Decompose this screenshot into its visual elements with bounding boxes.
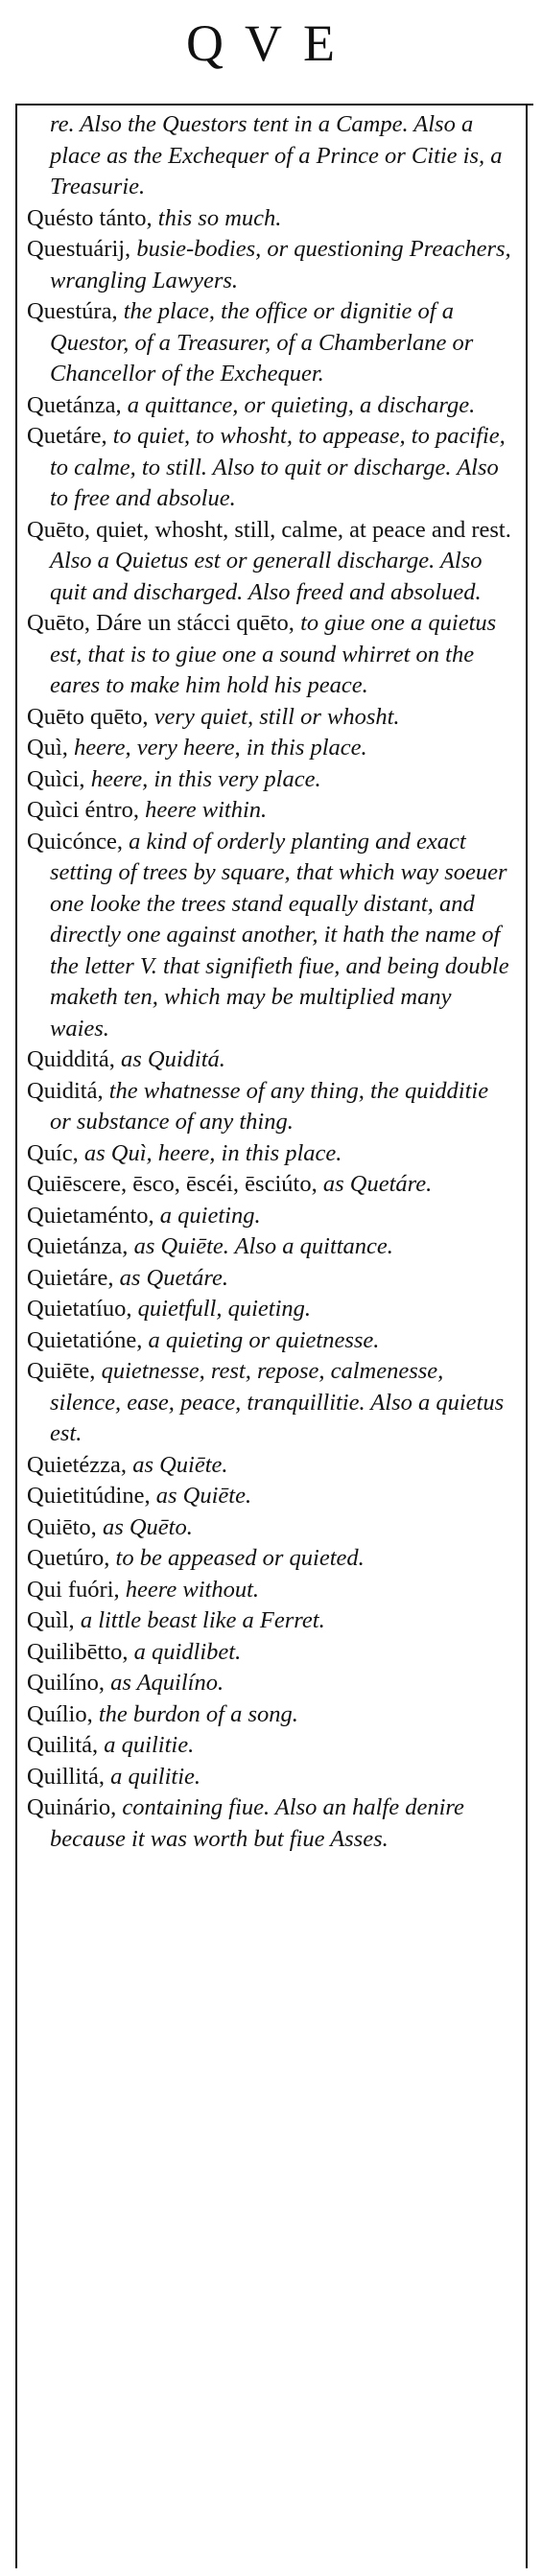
entry-definition: quietnesse, rest, repose, calmenesse, silence, ease, peace, tranquillitie. Also a quietus est.: [50, 1358, 505, 1446]
dictionary-entry: [27, 390, 514, 422]
dictionary-entry: [27, 1044, 514, 1076]
entry-headword: Quietézza,: [27, 1451, 128, 1478]
entry-definition: as Quiēte.: [150, 1483, 252, 1509]
entry-headword: Quésto tánto,: [27, 204, 153, 231]
dictionary-entry: [27, 702, 514, 734]
right-column-rule: [526, 104, 528, 2568]
dictionary-entry: [27, 1762, 514, 1793]
entry-definition: as Quiēte. Also a quittance.: [128, 1233, 393, 1259]
dictionary-entry: [27, 1575, 514, 1606]
entry-definition: the burdon of a song.: [92, 1700, 298, 1727]
dictionary-entry: [27, 1231, 514, 1263]
entry-headword: Questuárij,: [27, 236, 131, 262]
entry-headword: Quilíno,: [27, 1670, 105, 1696]
entry-definition: re. Also the Questors tent in a Campe. Also a place as the Exchequer of a Prince or Citie is, a Treasurie.: [50, 111, 503, 199]
entry-headword: Quiditá,: [27, 1077, 104, 1104]
dictionary-entry: [27, 1356, 514, 1450]
entry-definition: a quidlibet.: [128, 1638, 242, 1665]
entry-headword: Quietatióne,: [27, 1326, 143, 1353]
dictionary-entry: [27, 1730, 514, 1762]
dictionary-entry: [27, 515, 514, 609]
dictionary-entry: [27, 1668, 514, 1699]
dictionary-entry: [27, 733, 514, 764]
entry-definition: heere, in this very place.: [84, 765, 321, 792]
dictionary-entry: [27, 1543, 514, 1575]
entry-definition: this so much.: [152, 204, 282, 231]
dictionary-entry: [27, 296, 514, 390]
entry-headword: Quinário,: [27, 1794, 117, 1820]
entry-headword: Quetáre,: [27, 423, 107, 449]
entry-definition: as Quiēte.: [127, 1451, 228, 1478]
entry-definition: a quilitie.: [104, 1763, 201, 1790]
entry-headword: Qui fuóri,: [27, 1576, 120, 1603]
entry-headword: Quidditá,: [27, 1046, 115, 1072]
entry-definition: heere within.: [139, 797, 268, 823]
dictionary-entry: [27, 1450, 514, 1482]
dictionary-entry: [27, 203, 514, 235]
entry-headword: Quēto quēto,: [27, 703, 149, 730]
entry-definition: as Quì, heere, in this place.: [78, 1139, 342, 1166]
entry-definition: as Quetáre.: [317, 1171, 433, 1197]
entry-definition: Also a Quietus est or generall discharge. Also quit and discharged. Also freed and absolued.: [50, 548, 483, 605]
entry-headword: Quietaménto,: [27, 1202, 154, 1229]
dictionary-entry: [27, 1481, 514, 1512]
entry-headword: Quetánza,: [27, 391, 122, 418]
dictionary-entry: [27, 1792, 514, 1855]
entry-definition: quietfull, quieting.: [131, 1296, 312, 1322]
running-head-title: QVE: [186, 14, 356, 72]
entry-definition: as Quetáre.: [113, 1264, 229, 1291]
entry-headword: Quilitá,: [27, 1732, 99, 1758]
dictionary-entry: [27, 1512, 514, 1544]
dictionary-entry: [27, 1325, 514, 1357]
dictionary-entry: [27, 827, 514, 1045]
entry-definition: containing fiue. Also an halfe denire because it was worth but fiue Asses.: [50, 1794, 464, 1852]
entry-headword: Quiēscere, ēsco, ēscéi, ēsciúto,: [27, 1171, 318, 1197]
entry-headword: Quetúro,: [27, 1545, 110, 1571]
entry-headword: Quiēto,: [27, 1513, 97, 1540]
entry-headword: Quietáre,: [27, 1264, 114, 1291]
entry-headword: Quìci,: [27, 765, 85, 792]
entry-headword: Quēto, quiet, whosht, still, calme, at peace and rest.: [27, 516, 511, 543]
dictionary-entry: [27, 764, 514, 796]
entry-headword: Quicónce,: [27, 828, 123, 855]
left-column-rule: [15, 104, 17, 2568]
entry-headword: Quíc,: [27, 1139, 79, 1166]
dictionary-entry: [27, 1263, 514, 1295]
entry-definition: a quieting.: [153, 1202, 261, 1229]
entry-definition: the whatnesse of any thing, the quidditie or substance of any thing.: [50, 1077, 489, 1135]
entry-definition: very quiet, still or whosht.: [148, 703, 400, 730]
entry-headword: Quìci éntro,: [27, 797, 140, 823]
dictionary-entry: [27, 1699, 514, 1731]
entry-headword: Quēto, Dáre un stácci quēto,: [27, 610, 295, 636]
entry-definition: to be appeased or quieted.: [109, 1545, 365, 1571]
entry-headword: Quilibētto,: [27, 1638, 129, 1665]
entry-definition: as Aquilíno.: [105, 1670, 224, 1696]
dictionary-column: [27, 109, 514, 1855]
dictionary-entry: [27, 1138, 514, 1170]
entry-definition: busie-bodies, or questioning Preachers, wrangling Lawyers.: [50, 236, 511, 293]
entry-definition: a kind of orderly planting and exact setting of trees by square, that which way soeuer one looke the trees stand equally distant, and directly one against another, it hath the name of the letter V. that signifieth fiue, and being double maketh ten, which may be multiplied many waies.: [50, 828, 509, 1042]
entry-headword: Quìl,: [27, 1607, 75, 1633]
entry-definition: the place, the office or dignitie of a Questor, of a Treasurer, of a Chamberlane or Chancellor of the Exchequer.: [50, 298, 474, 386]
dictionary-entry: [27, 1201, 514, 1232]
entry-definition: as Quiditá.: [114, 1046, 225, 1072]
entry-definition: a little beast like a Ferret.: [74, 1607, 325, 1633]
entry-headword: Quietatíuo,: [27, 1296, 132, 1322]
entry-headword: Questúra,: [27, 298, 118, 324]
dictionary-entry: [27, 421, 514, 515]
page-header: [0, 0, 542, 100]
entry-definition: heere, very heere, in this place.: [67, 735, 367, 761]
entry-definition: to giue one a quietus est, that is to giue one a sound whirret on the eares to make him hold his peace.: [50, 610, 497, 698]
entry-definition: a quieting or quietnesse.: [142, 1326, 380, 1353]
entry-headword: Quillitá,: [27, 1763, 105, 1790]
dictionary-entry: [27, 1605, 514, 1637]
dictionary-entry: [27, 1076, 514, 1138]
entry-headword: Quì,: [27, 735, 68, 761]
entry-definition: to quiet, to whosht, to appease, to pacifie, to calme, to still. Also to quit or discharge. Also to free and absolue.: [50, 423, 506, 511]
dictionary-entry: [27, 1169, 514, 1201]
dictionary-entry: [27, 1637, 514, 1669]
entry-headword: Quiēte,: [27, 1358, 96, 1384]
dictionary-entry: [27, 608, 514, 702]
dictionary-entry: [27, 795, 514, 827]
entry-headword: Quietitúdine,: [27, 1483, 151, 1509]
dictionary-entry: [27, 109, 514, 203]
dictionary-entry: [27, 1294, 514, 1325]
entry-definition: as Quēto.: [96, 1513, 193, 1540]
entry-definition: a quittance, or quieting, a discharge.: [121, 391, 476, 418]
dictionary-entry: [27, 234, 514, 296]
entry-definition: a quilitie.: [98, 1732, 195, 1758]
top-rule: [15, 104, 533, 105]
entry-headword: Quílio,: [27, 1700, 93, 1727]
entry-definition: heere without.: [119, 1576, 260, 1603]
entry-headword: Quietánza,: [27, 1233, 129, 1259]
